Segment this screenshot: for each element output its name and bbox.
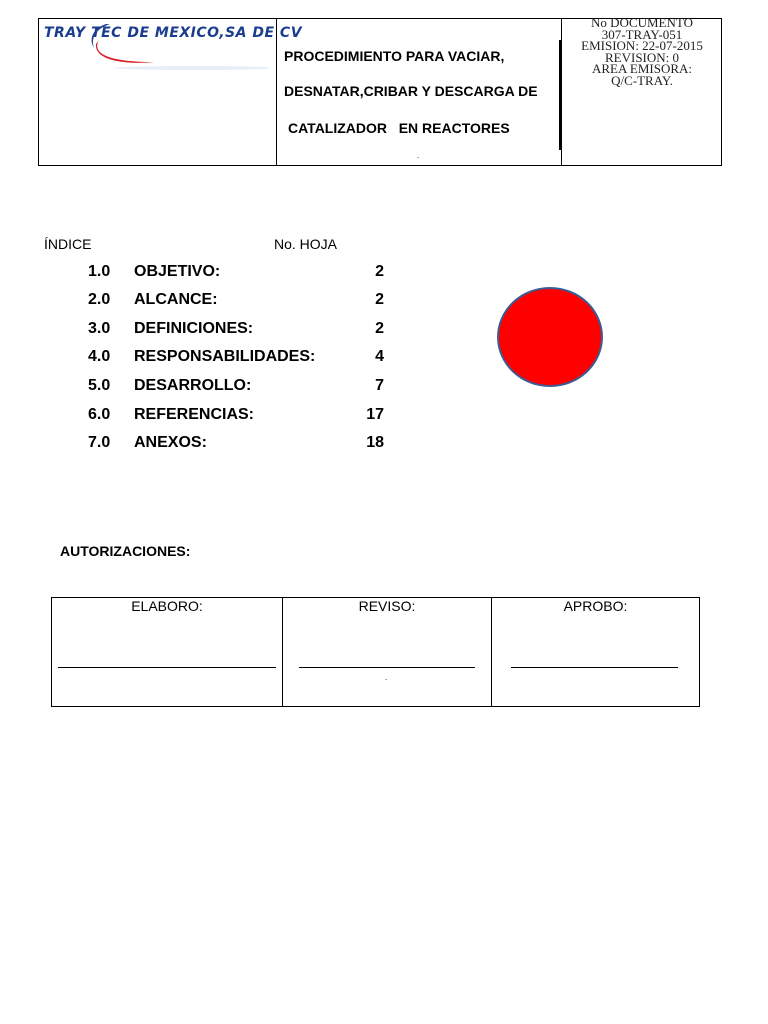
signature-dot: . <box>385 673 388 682</box>
index-item <box>0 291 768 319</box>
index-item-number: 6.0 <box>88 406 111 423</box>
page-column-heading: No. HOJA <box>274 236 338 252</box>
company-logo-text: TRAY TEC DE MEXICO,SA DE CV <box>44 25 303 41</box>
index-item <box>0 348 768 376</box>
red-circle-marker <box>497 287 603 387</box>
reviso-label: REVISO: <box>358 598 416 614</box>
doc-area: Q/C-TRAY. <box>611 72 673 88</box>
title-dot: . <box>417 151 420 160</box>
doc-number: 307-TRAY-051 <box>601 26 683 42</box>
index-item-number: 3.0 <box>88 320 111 337</box>
index-item-page: 2 <box>375 320 384 337</box>
elaboro-signature-line <box>58 667 276 668</box>
index-item-label: ALCANCE: <box>134 291 218 308</box>
aprobo-signature-line <box>511 667 678 668</box>
index-item-page: 7 <box>375 377 384 394</box>
index-item-number: 5.0 <box>88 377 111 394</box>
aprobo-label: APROBO: <box>563 598 628 614</box>
document-title-line: DESNATAR,CRIBAR Y DESCARGA DE <box>284 83 538 99</box>
index-item-label: DEFINICIONES: <box>134 320 254 337</box>
index-item-label: DESARROLLO: <box>134 377 252 394</box>
index-item-label: OBJETIVO: <box>134 263 221 280</box>
header-divider-thick <box>559 40 561 150</box>
document-info <box>562 17 722 86</box>
doc-area-label: AREA EMISORA: <box>591 61 693 76</box>
index-item-number: 2.0 <box>88 291 111 308</box>
index-item-page: 18 <box>366 434 384 451</box>
index-item <box>0 434 768 462</box>
document-title-line: CATALIZADOR EN REACTORES <box>288 120 510 136</box>
index-item-number: 7.0 <box>88 434 111 451</box>
document-title-line: PROCEDIMIENTO PARA VACIAR, <box>284 48 505 64</box>
index-item-page: 17 <box>366 406 384 423</box>
index-item-label: RESPONSABILIDADES: <box>134 348 316 365</box>
index-item-label: ANEXOS: <box>134 434 207 451</box>
doc-revision: REVISION: 0 <box>604 49 680 65</box>
index-item-number: 1.0 <box>88 263 111 280</box>
elaboro-label: ELABORO: <box>131 598 203 614</box>
index-item <box>0 263 768 291</box>
reviso-signature-line <box>299 667 475 668</box>
index-item <box>0 377 768 405</box>
index-item-number: 4.0 <box>88 348 111 365</box>
index-item <box>0 320 768 348</box>
index-item-page: 4 <box>375 348 384 365</box>
doc-emission: EMISION: 22-07-2015 <box>581 38 703 53</box>
doc-number-label: No DOCUMENTO <box>591 15 693 30</box>
index-item-page: 2 <box>375 263 384 280</box>
index-item-label: REFERENCIAS: <box>134 406 255 423</box>
index-heading: ÍNDICE <box>44 236 92 252</box>
index-item-page: 2 <box>375 291 384 308</box>
authorizations-heading: AUTORIZACIONES: <box>60 543 191 559</box>
index-item <box>0 406 768 434</box>
